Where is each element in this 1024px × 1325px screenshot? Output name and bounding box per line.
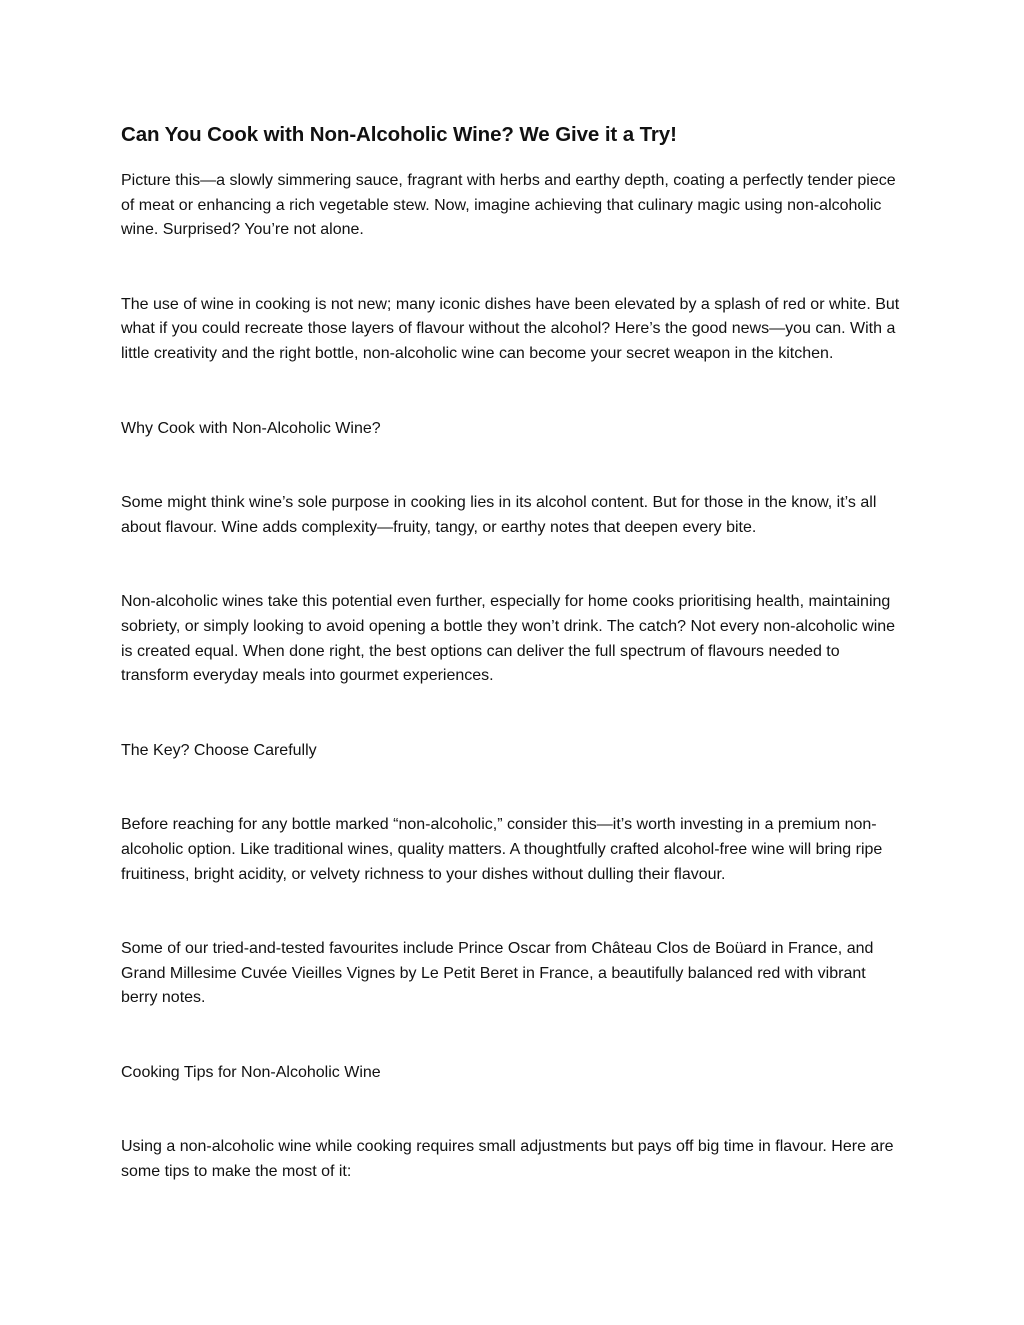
paragraph-history: The use of wine in cooking is not new; many iconic dishes have been elevated by a splash of red or white. But what if you could recreate those layers of flavour without the alcohol? Here’s the good news—you can. With a little creativity and the right bottle, non-alcoholic wine can become your secret weapon in the kitchen.: [121, 295, 900, 362]
section-heading-tips: Cooking Tips for Non-Alcoholic Wine: [121, 1063, 381, 1081]
spacer: [121, 243, 906, 293]
paragraph-premium: Before reaching for any bottle marked “non-alcoholic,” consider this—it’s worth investing in a premium non-alcoholic option. Like traditional wines, quality matters. A thoughtfully crafted alcohol-free wine will bring ripe fruitiness, bright acidity, or velvety richness to your dishes without dulling their flavour.: [121, 816, 883, 883]
paragraph-tips-intro: Using a non-alcoholic wine while cooking requires small adjustments but pays off big time in flavour. Here are some tips to make the most of it:: [121, 1138, 894, 1181]
spacer: [121, 441, 906, 491]
spacer: [121, 367, 906, 417]
spacer: [121, 540, 906, 590]
paragraph-favourites: Some of our tried-and-tested favourites include Prince Oscar from Château Clos de Boüard in France, and Grand Millesime Cuvée Vieilles Vignes by Le Petit Beret in France, a beautifully balanced red with vibrant berry notes.: [121, 940, 874, 1007]
spacer: [121, 763, 906, 813]
document-page: [121, 120, 906, 1185]
paragraph-intro: Picture this—a slowly simmering sauce, fragrant with herbs and earthy depth, coating a perfectly tender piece of meat or enhancing a rich vegetable stew. Now, imagine achieving that culinary magic using non-alcoholic wine. Surprised? You’re not alone.: [121, 172, 896, 239]
paragraph-flavour: Some might think wine’s sole purpose in cooking lies in its alcohol content. But for those in the know, it’s all about flavour. Wine adds complexity—fruity, tangy, or earthy notes that deepen every bite.: [121, 494, 877, 536]
document-title: Can You Cook with Non-Alcoholic Wine? We Give it a Try!: [121, 123, 677, 146]
paragraph-potential: Non-alcoholic wines take this potential even further, especially for home cooks prioritising health, maintaining sobriety, or simply looking to avoid opening a bottle they won’t drink. The catch? Not every non-alcoholic wine is created equal. When done right, the best options can deliver the full spectrum of flavours needed to transform everyday meals into gourmet experiences.: [121, 593, 896, 685]
spacer: [121, 689, 906, 739]
spacer: [121, 887, 906, 937]
section-heading-key: The Key? Choose Carefully: [121, 741, 317, 759]
section-heading-why: Why Cook with Non-Alcoholic Wine?: [121, 419, 381, 437]
spacer: [121, 1011, 906, 1061]
spacer: [121, 1085, 906, 1135]
